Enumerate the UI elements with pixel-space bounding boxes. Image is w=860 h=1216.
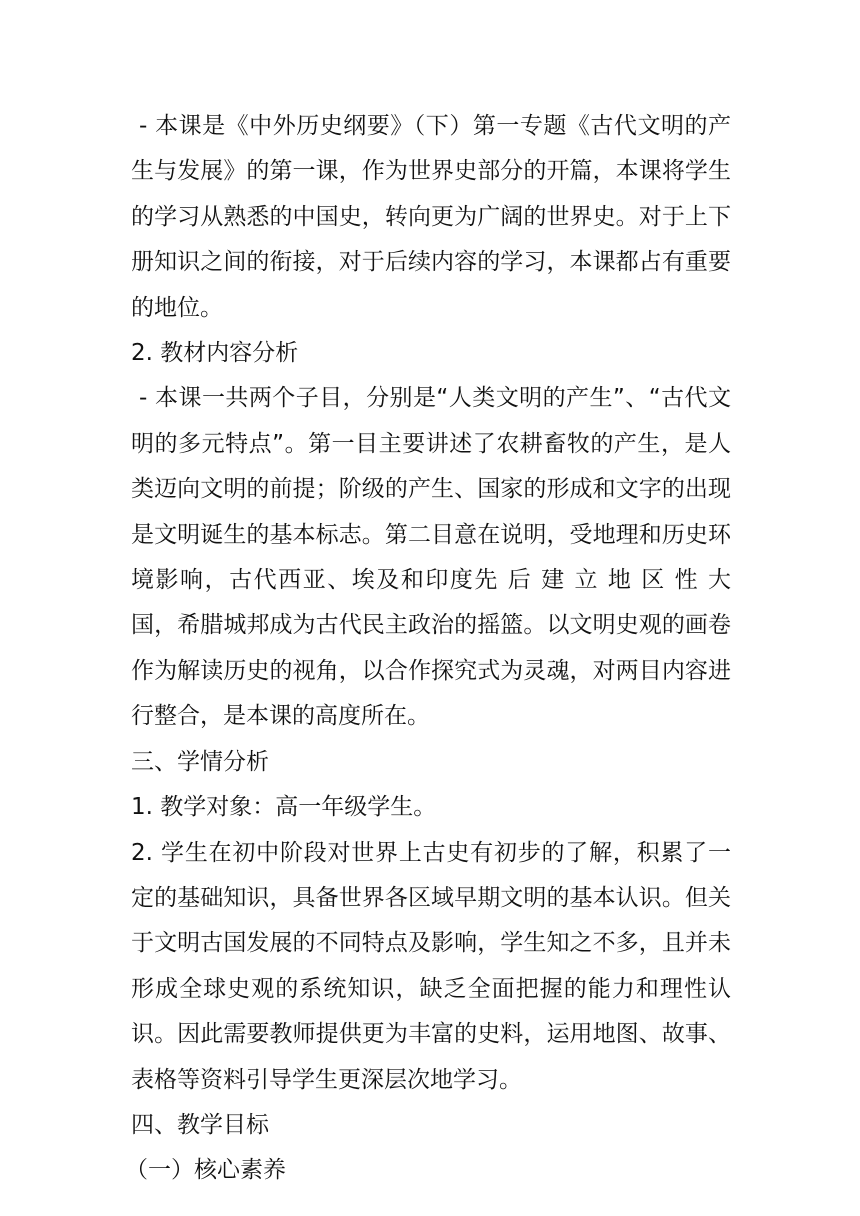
heading-learner-analysis: 三、学情分析 bbox=[131, 748, 269, 775]
subheading-core-literacy: （一）核心素养 bbox=[125, 1157, 286, 1184]
heading-textbook-analysis: 2. 教材内容分析 bbox=[131, 340, 299, 367]
paragraph-learner-background: 2. 学生在初中阶段对世界上古史有初步的了解，积累了一定的基础知识，具备世界各区域早期文明的基本认识。但关于文明古国发展的不同特点及影响，学生知之不多，且并未形成全球史观的系统知识，缺乏全面把握的能力和理性认识。因此需要教师提供更为丰富的史料，运用地图、故事、表格等资料引导学生更深层次地学习。 bbox=[131, 839, 731, 1093]
heading-teaching-objectives: 四、教学目标 bbox=[131, 1111, 269, 1138]
learner-target-line: 1. 教学对象：高一年级学生。 bbox=[131, 794, 437, 821]
document-body bbox=[125, 104, 731, 1194]
paragraph-textbook-analysis: - 本课一共两个子目，分别是“人类文明的产生”、“古代文明的多元特点”。第一目主要讲述了农耕畜牧的产生，是人类迈向文明的前提；阶级的产生、国家的形成和文字的出现是文明诞生的基本标志。第二目意在说明，受地理和历史环境影响，古代西亚、埃及和印度先 后 建 立 地 区 性 大 国，希腊城邦成为古代民主政治的摇篮。以文明史观的画卷作为解读历史的视角，以合作探究式为灵魂，对两目内容进行整合，是本课的高度所在。 bbox=[131, 385, 731, 730]
paragraph-course-position: - 本课是《中外历史纲要》（下）第一专题《古代文明的产生与发展》的第一课，作为世界史部分的开篇，本课将学生的学习从熟悉的中国史，转向更为广阔的世界史。对于上下册知识之间的衔接，对于后续内容的学习，本课都占有重要的地位。 bbox=[131, 113, 731, 321]
